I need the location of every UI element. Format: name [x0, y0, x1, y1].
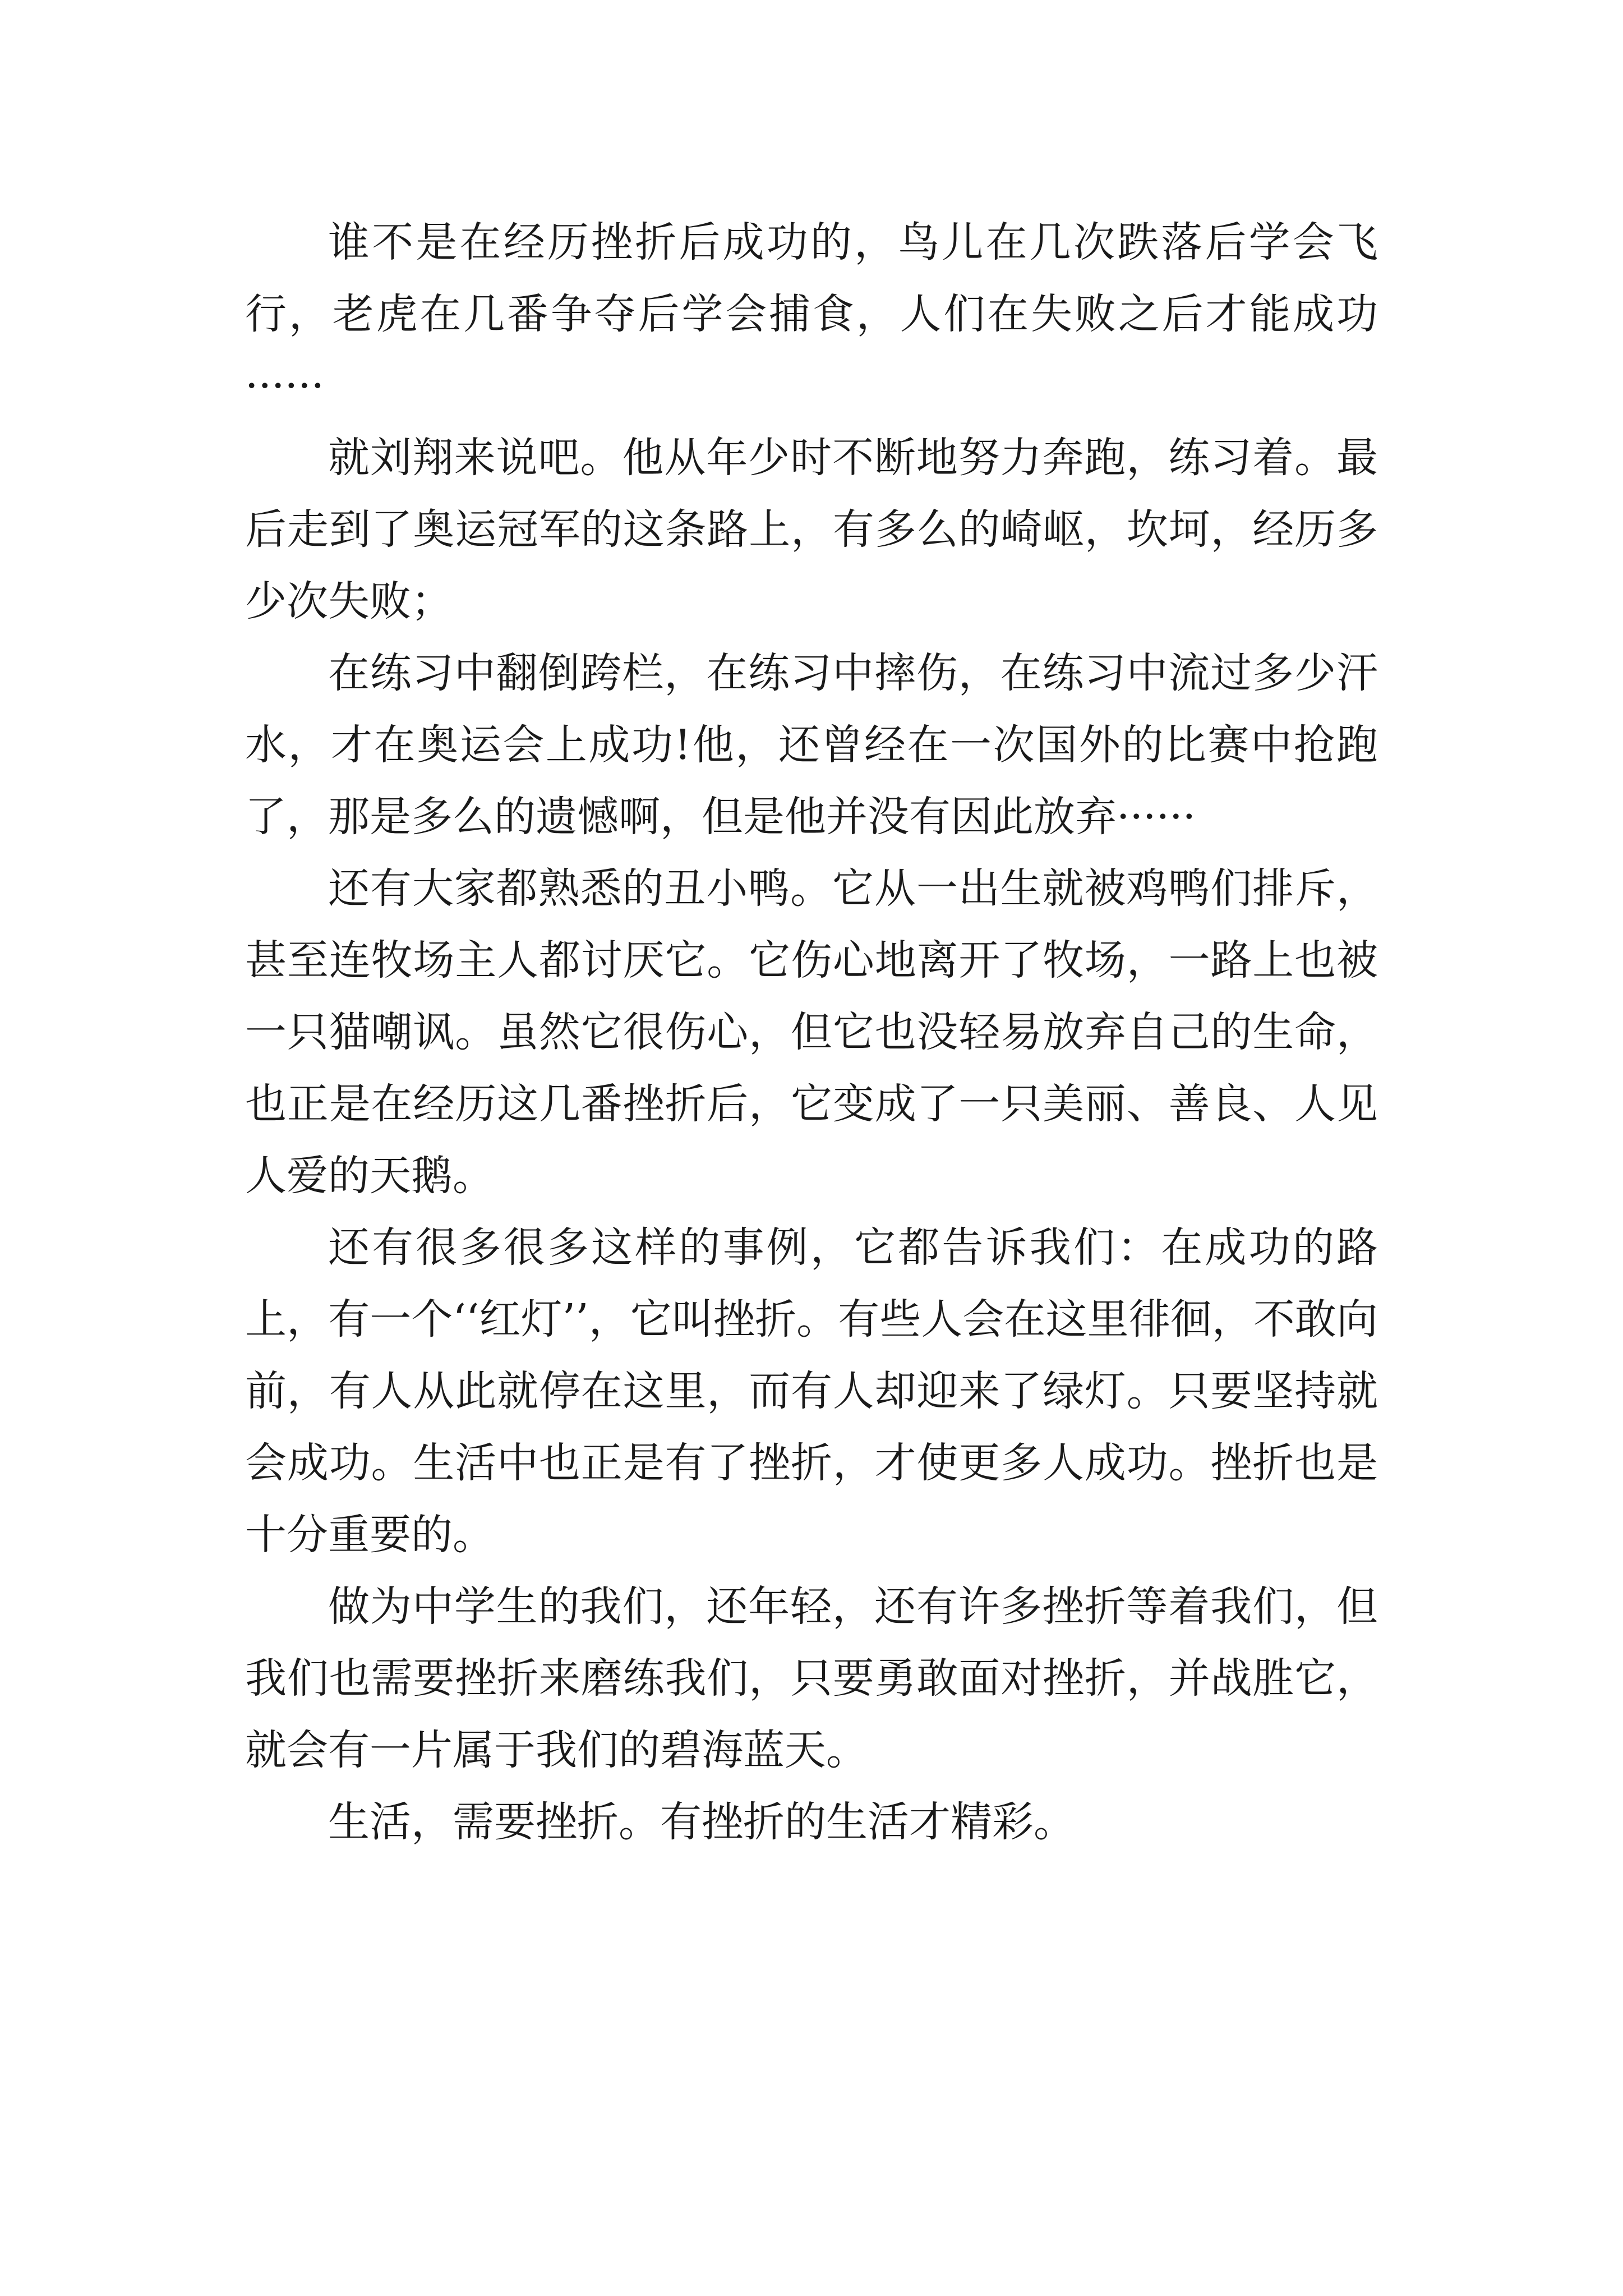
essay-body — [245, 206, 1378, 1858]
paragraph-7: 生活，需要挫折。有挫折的生活才精彩。 — [328, 1798, 1075, 1846]
paragraph-2: 就刘翔来说吧。他从年少时不断地努力奔跑，练习着。最后走到了奥运冠军的这条路上，有多么的崎岖，坎坷，经历多少次失败； — [245, 434, 1378, 625]
paragraph-5: 还有很多很多这样的事例，它都告诉我们：在成功的路上，有一个‘‘红灯’’，它叫挫折。有些人会在这里徘徊，不敢向前，有人从此就停在这里，而有人却迎来了绿灯。只要坚持就会成功。生活中也正是有了挫折，才使更多人成功。挫折也是十分重要的。 — [245, 1223, 1378, 1559]
paragraph-1: 谁不是在经历挫折后成功的，鸟儿在几次跌落后学会飞行，老虎在几番争夺后学会捕食，人们在失败之后才能成功······ — [245, 218, 1378, 410]
paragraph-3: 在练习中翻倒跨栏，在练习中摔伤，在练习中流过多少汗水，才在奥运会上成功!他，还曾经在一次国外的比赛中抢跑了，那是多么的遗憾啊，但是他并没有因此放弃······ — [245, 649, 1378, 841]
paragraph-6: 做为中学生的我们，还年轻，还有许多挫折等着我们，但我们也需要挫折来磨练我们，只要勇敢面对挫折，并战胜它，就会有一片属于我们的碧海蓝天。 — [245, 1582, 1378, 1774]
paragraph-4: 还有大家都熟悉的丑小鸭。它从一出生就被鸡鸭们排斥，甚至连牧场主人都讨厌它。它伤心地离开了牧场，一路上也被一只猫嘲讽。虽然它很伤心，但它也没轻易放弃自己的生命，也正是在经历这几番挫折后，它变成了一只美丽、善良、人见人爱的天鹅。 — [245, 864, 1378, 1200]
